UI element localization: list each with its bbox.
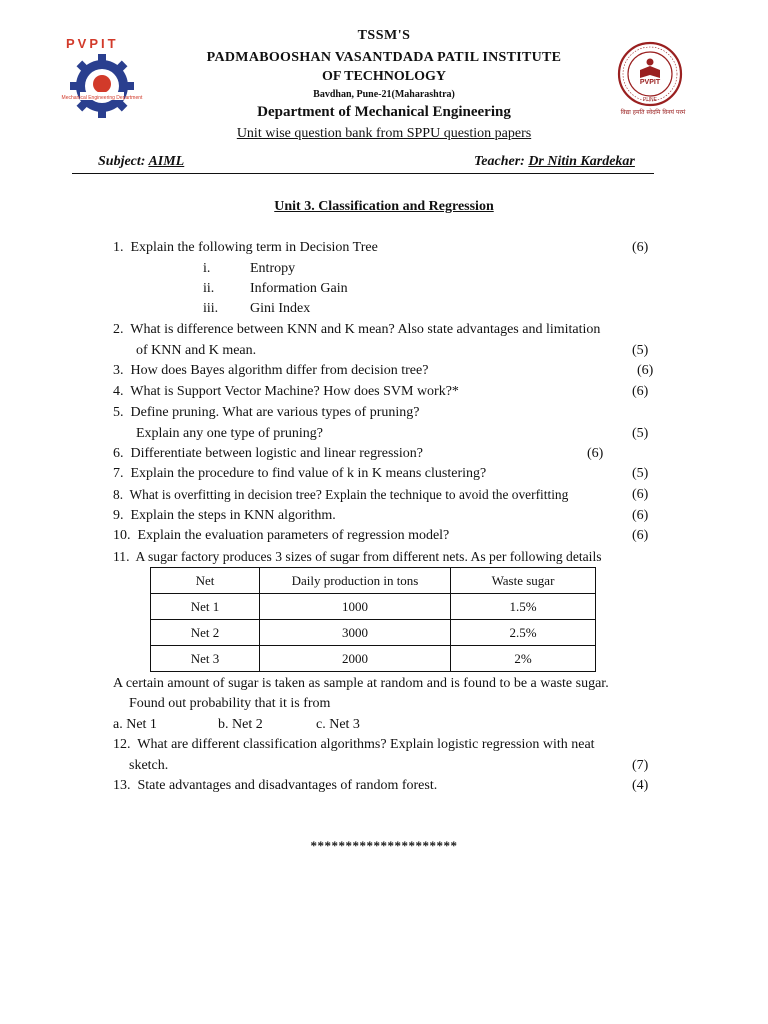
seal-motto: विद्या हमति स्वेदमि विनयं परमं	[620, 109, 686, 116]
question-10-marks: (6)	[632, 528, 649, 543]
question-1-sub-ii-num: ii.	[203, 281, 215, 296]
question-1-sub-i-num: i.	[203, 261, 211, 276]
question-1-sub-iii: Gini Index	[250, 301, 311, 316]
question-5: 5. Define pruning. What are various types of pruning?	[113, 405, 420, 420]
question-10: 10. Explain the evaluation parameters of regression model?	[113, 528, 450, 543]
question-1-sub-ii: Information Gain	[250, 281, 348, 296]
seal-text: PVPIT	[639, 79, 661, 86]
question-7: 7. Explain the procedure to find value of k in K means clustering?	[113, 466, 487, 481]
question-8: 8. What is overfitting in decision tree? Explain the technique to avoid the overfitting	[113, 487, 569, 502]
question-1-marks: (6)	[632, 240, 649, 255]
table-cell: Net 3	[151, 646, 260, 672]
question-9: 9. Explain the steps in KNN algorithm.	[113, 508, 336, 523]
subject-label: Subject:	[98, 154, 146, 169]
subject-value: AIML	[148, 154, 185, 169]
question-bank-caption: Unit wise question bank from SPPU question papers	[236, 126, 532, 141]
question-5-marks: (5)	[632, 426, 649, 441]
question-13: 13. State advantages and disadvantages of random forest.	[113, 778, 438, 793]
question-3: 3. How does Bayes algorithm differ from decision tree?	[113, 363, 429, 378]
table-cell: Net 1	[151, 594, 260, 620]
table-header-row	[151, 568, 596, 594]
table-cell: 1.5%	[451, 594, 596, 620]
question-12-marks: (7)	[632, 758, 649, 773]
table-header-cell: Waste sugar	[451, 568, 596, 594]
question-6-marks: (6)	[587, 446, 604, 461]
question-8-marks: (6)	[632, 487, 649, 502]
question-2-cont: of KNN and K mean.	[136, 343, 257, 358]
question-1-sub-iii-num: iii.	[203, 301, 219, 316]
subject-line	[98, 154, 184, 170]
question-1: 1. Explain the following term in Decision Tree	[113, 240, 378, 255]
question-4-marks: (6)	[632, 384, 649, 399]
table-cell: Net 2	[151, 620, 260, 646]
question-7-marks: (5)	[632, 466, 649, 481]
teacher-label: Teacher:	[474, 154, 525, 169]
seal-bottom-text: PUNE	[643, 97, 657, 103]
institute-name-line2: OF TECHNOLOGY	[321, 69, 447, 84]
table-cell: 2000	[260, 646, 451, 672]
sugar-production-table	[150, 567, 596, 672]
question-5-cont: Explain any one type of pruning?	[136, 426, 324, 441]
department-name: Department of Mechanical Engineering	[257, 104, 511, 120]
question-2-marks: (5)	[632, 343, 649, 358]
question-13-marks: (4)	[632, 778, 649, 793]
left-logo-title: PVPIT	[66, 36, 119, 51]
table-cell: 2%	[451, 646, 596, 672]
header-tssm: TSSM'S	[357, 28, 411, 43]
header-divider	[72, 173, 654, 174]
teacher-line	[474, 154, 635, 170]
table-cell: 3000	[260, 620, 451, 646]
question-4: 4. What is Support Vector Machine? How does SVM work?*	[113, 384, 459, 399]
question-9-marks: (6)	[632, 508, 649, 523]
table-row	[151, 646, 596, 672]
table-row	[151, 594, 596, 620]
question-3-marks: (6)	[637, 363, 654, 378]
table-cell: 2.5%	[451, 620, 596, 646]
question-11-option-b: b. Net 2	[218, 717, 263, 732]
question-12: 12. What are different classification algorithms? Explain logistic regression with neat	[113, 737, 595, 752]
question-1-sub-i: Entropy	[250, 261, 296, 276]
left-logo-caption: Mechanical Engineering Department	[61, 95, 143, 101]
question-11-option-c: c. Net 3	[316, 717, 360, 732]
footer-separator: *********************	[310, 838, 458, 853]
question-2: 2. What is difference between KNN and K mean? Also state advantages and limitation	[113, 322, 601, 337]
unit-title: Unit 3. Classification and Regression	[274, 199, 494, 214]
institute-name-line1: PADMABOOSHAN VASANTDADA PATIL INSTITUTE	[206, 50, 562, 65]
institute-address: Bavdhan, Pune-21(Maharashtra)	[313, 89, 455, 100]
pvpit-seal-logo	[610, 40, 694, 124]
table-header-cell: Daily production in tons	[260, 568, 451, 594]
table-header-cell: Net	[151, 568, 260, 594]
question-12-cont: sketch.	[129, 758, 169, 773]
question-11-option-a: a. Net 1	[113, 717, 157, 732]
table-row	[151, 620, 596, 646]
question-11-continuation: A certain amount of sugar is taken as sample at random and is found to be a waste sugar.	[113, 676, 609, 691]
table-cell: 1000	[260, 594, 451, 620]
question-11: 11. A sugar factory produces 3 sizes of sugar from different nets. As per following details	[113, 549, 602, 564]
question-11-continuation-2: Found out probability that it is from	[129, 696, 331, 711]
teacher-value: Dr Nitin Kardekar	[528, 154, 635, 169]
question-6: 6. Differentiate between logistic and linear regression?	[113, 446, 423, 461]
